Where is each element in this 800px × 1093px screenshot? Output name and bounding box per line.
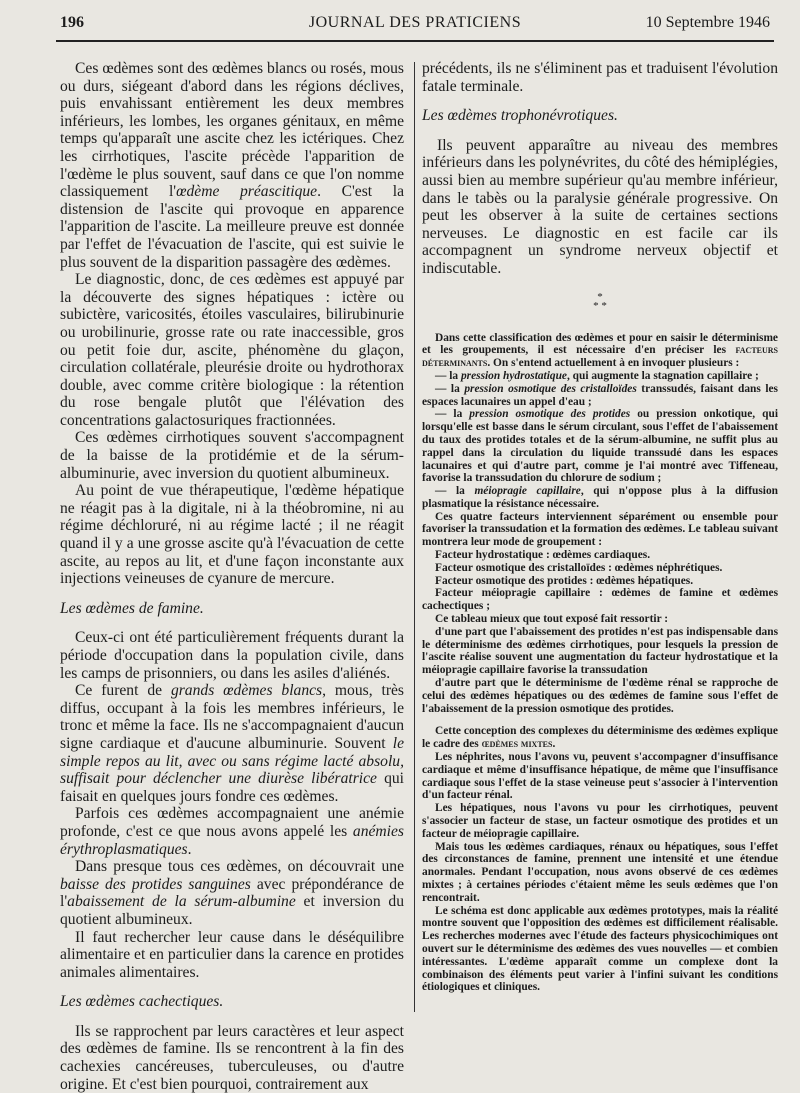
page-header xyxy=(60,14,770,40)
paragraph: d'une part que l'abaissement des protides n'est pas indispensable dans le déterminisme des œdèmes cirrhotiques, pour lesquels la pression de l'ascite réalise souvent une augmentation du facteur hydrostatique et la méiopragie capillaire favorise la transsudation xyxy=(422,625,778,677)
header-rule xyxy=(56,40,774,42)
table-row: Facteur osmotique des cristalloïdes : œdèmes néphrétiques. xyxy=(435,561,723,574)
column-divider xyxy=(414,62,415,1012)
paragraph: Mais tous les œdèmes cardiaques, rénaux ou hépatiques, sous l'effet des circonstances de famine, prennent une intensité et une étendue anormales. Pendant l'occupation, nous avons observé de ces œdèmes mixtes ; à certaines périodes c'étaient même les seuls œdèmes que l'on rencontrait. xyxy=(422,840,778,904)
journal-title: JOURNAL DES PRATICIENS xyxy=(308,14,522,31)
section-heading: Les œdèmes trophonévrotiques. xyxy=(422,107,618,125)
page-number: 196 xyxy=(60,14,84,31)
paragraph: Ceux-ci ont été particulièrement fréquents durant la période d'occupation dans la population civile, dans les camps de prisonniers, ou dans les asiles d'aliénés. xyxy=(60,629,404,682)
paragraph: Ce furent de grands œdèmes blancs, mous, très diffus, occupant à la fois les membres inférieurs, le tronc et même la face. Ils ne s'accompagnaient d'aucun signe cardiaque et d'aucune albuminurie. Souvent le simple repos au lit, avec ou sans régime lacté absolu, suffisait pour déclencher une diurèse libératrice qui faisait en quelques jours fondre ces œdèmes. xyxy=(60,682,404,805)
paragraph: Ce tableau mieux que tout exposé fait ressortir : xyxy=(435,613,669,626)
paragraph: Il faut rechercher leur cause dans le déséquilibre alimentaire et en particulier dans la carence en protides animales alimentaires. xyxy=(60,928,404,981)
paragraph: Ces quatre facteurs interviennent séparément ou ensemble pour favoriser la transsudation et la formation des œdèmes. Le tableau suivant montrera leur mode de groupement : xyxy=(422,510,778,549)
paragraph: Les hépatiques, nous l'avons vu pour les cirrhotiques, peuvent s'associer un facteur de stase, un facteur osmotique des protides et un facteur de méiopragie capillaire. xyxy=(422,802,778,840)
paragraph: Au point de vue thérapeutique, l'œdème hépatique ne réagit pas à la digitale, ni à la théobromine, ni au régime déchloruré, ni au régime lacté ; il ne réagit quand il y a une grosse ascite qu'à l'évacuation de cette ascite, au repos au lit, et d'une façon inconstante aux injections veineuses de cyanure de mercure. xyxy=(60,482,404,588)
paragraph: précédents, ils ne s'éliminent pas et traduisent l'évolution fatale terminale. xyxy=(422,60,778,95)
list-item: — la pression hydrostatique, qui augmente la stagnation capillaire ; xyxy=(435,369,759,382)
paragraph: Parfois ces œdèmes accompagnaient une anémie profonde, c'est ce que nous avons appelé les anémies érythroplasmatiques. xyxy=(60,805,404,858)
paragraph: Les néphrites, nous l'avons vu, peuvent s'accompagner d'insuffisance cardiaque et même d'insuffisance hépatique, de même que l'insuffisance cardiaque sous l'effet de la stase veineuse peut s'associer à l'intervention d'un facteur rénal. xyxy=(422,751,778,802)
paragraph: Ces œdèmes sont des œdèmes blancs ou rosés, mous ou durs, siégeant d'abord dans les régions déclives, puis envahissant entièrement les deux membres inférieurs, les lombes, les organes génitaux, en même temps qu'apparaît une ascite chez les ictériques. Chez les cirrhotiques, l'ascite précède l'apparition de l'œdème le plus souvent, sauf dans ce que l'on nomme classiquement l'œdème préascitique. C'est la distension de l'ascite qui provoque en apparence l'apparition de l'ascite. La meilleure preuve est donnée par l'effet de l'évacuation de l'ascite, qui est suivie le plus souvent de la disparition passagère des œdèmes. xyxy=(60,60,404,271)
table-row: Facteur méiopragie capillaire : œdèmes de famine et œdèmes cachectiques ; xyxy=(422,587,778,613)
list-item: — la pression osmotique des cristalloïdes transsudés, faisant dans les espaces lacunaires un appel d'eau ; xyxy=(422,382,778,408)
paragraph: Cette conception des complexes du déterminisme des œdèmes explique le cadre des œdèmes mixtes. xyxy=(422,725,778,751)
paragraph: d'autre part que le déterminisme de l'œdème rénal se rapproche de celui des œdèmes hépatiques ou des œdèmes de famine sous l'effet de l'abaissement de la pression osmotique des protides. xyxy=(422,677,778,715)
paragraph: Le schéma est donc applicable aux œdèmes prototypes, mais la réalité montre souvent que l'opposition des œdèmes est difficilement réalisable. Les recherches modernes avec l'étude des facteurs physicochimiques ont ouvert sur le déterminisme des œdèmes des vues nouvelles — et combien intéressantes. L'œdème apparaît comme un complexe dont la combinaison des éléments peut varier à l'infini suivant les conditions étiologiques et cliniques. xyxy=(422,904,778,994)
paragraph: Ils se rapprochent par leurs caractères et leur aspect des œdèmes de famine. Ils se rencontrent à la fin des cachexies cancéreuses, tuberculeuses, ou d'autre origine. Et c'est bien pourquoi, contrairement aux xyxy=(60,1022,404,1093)
paragraph: Le diagnostic, donc, de ces œdèmes est appuyé par la découverte des signes hépatiques : ictère ou subictère, varicosités, étoiles vasculaires, bilirubinurie ou urobilinurie, grosse rate ou rate inaccessible, gros ou petit foie dur, ascite, phénomène du glaçon, circulation collatérale, pleurésie droite ou hydrothorax double, avec comme critère biologique : la rétention du rose bengale plutôt que l'élévation des concentrations galactosuriques fractionnées. xyxy=(60,271,404,429)
paragraph: Ces œdèmes cirrhotiques souvent s'accompagnent de la baisse de la protidémie et de la sérum-albuminurie, avec inversion du quotient albumineux. xyxy=(60,429,404,482)
issue-date: 10 Septembre 1946 xyxy=(645,14,770,31)
table-row: Facteur hydrostatique : œdèmes cardiaques. xyxy=(435,549,651,562)
left-column xyxy=(60,60,404,1093)
right-column xyxy=(422,60,778,994)
list-item: — la pression osmotique des protides ou pression onkotique, qui lorsqu'elle est basse dans le sérum circulant, sous l'effet de l'abaissement du taux des protides totales et de la sérum-albumine, ne suffit plus au rappel dans la circulation du liquide transsudé dans les espaces lacunaires et qui d'autre part, comme je l'ai montré avec Tiffeneau, favorise la transsudation du chlorure de sodium ; xyxy=(422,408,778,485)
section-heading: Les œdèmes cachectiques. xyxy=(60,993,224,1011)
paragraph: Ils peuvent apparaître au niveau des membres inférieurs dans les polynévrites, du côté des hémiplégies, aussi bien au membre supérieur qu'au membre inférieur, dans le tabès ou la paralysie générale progressive. On peut les observer à la suite de certaines sections nerveuses. Le diagnostic en est facile car ils accompagnent un syndrome nerveux objectif et indiscutable. xyxy=(422,136,778,277)
section-separator: * * * xyxy=(593,290,607,312)
paragraph: Dans presque tous ces œdèmes, on découvrait une baisse des protides sanguines avec prépondérance de l'abaissement de la sérum-albumine et inversion du quotient albumineux. xyxy=(60,858,404,928)
table-row: Facteur osmotique des protides : œdèmes hépatiques. xyxy=(435,574,694,587)
section-heading: Les œdèmes de famine. xyxy=(60,599,204,617)
list-item: — la méiopragie capillaire, qui n'oppose plus à la diffusion plasmatique la résistance nécessaire. xyxy=(422,485,778,510)
paragraph: Dans cette classification des œdèmes et pour en saisir le déterminisme et les groupements, il est nécessaire d'en préciser les facteurs déterminants. On s'entend actuellement à en invoquer plusieurs : xyxy=(422,331,778,370)
